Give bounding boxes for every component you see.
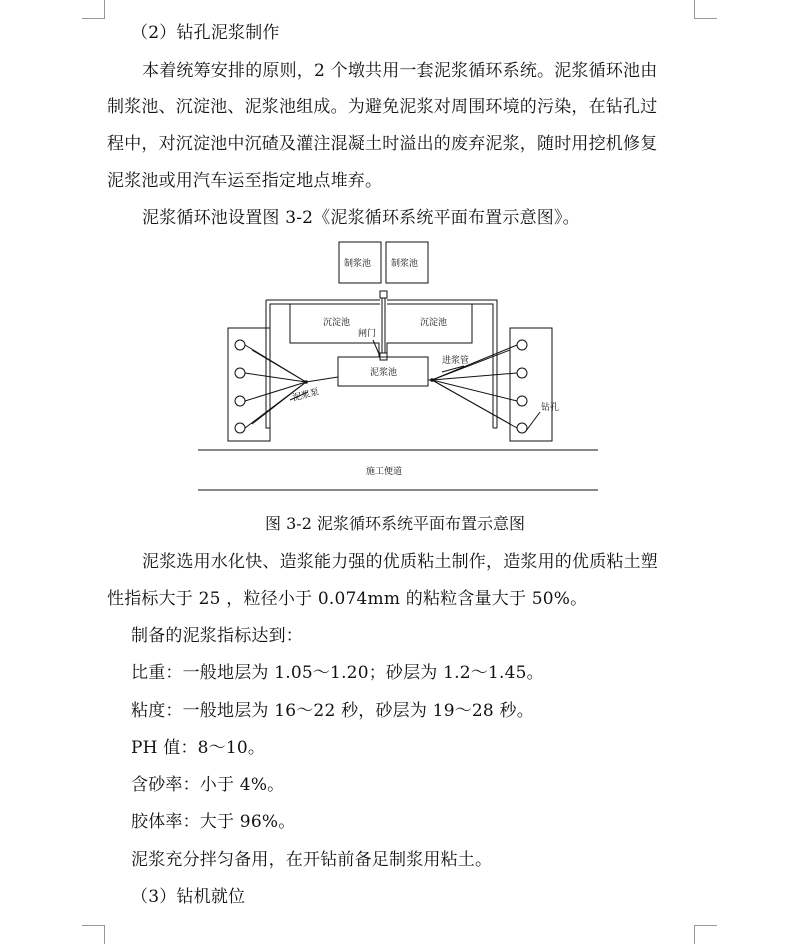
paragraph-line: 粘度：一般地层为 16～22 秒，砂层为 19～28 秒。: [131, 701, 534, 721]
section-heading: （3）钻机就位: [131, 887, 246, 907]
drill-platform-left: [228, 328, 270, 441]
paragraph-line: 程中，对沉淀池中沉碴及灌注混凝土时溢出的废弃泥浆，随时用挖机修复: [107, 134, 658, 154]
page-corner-mark-bottom-left: [82, 925, 105, 944]
page-corner-mark-bottom-right: [694, 925, 717, 944]
page-corner-mark-top-right: [694, 0, 717, 19]
drill-hole-label: 钻孔: [541, 403, 560, 413]
mix-pool-right-label: 制浆池: [391, 259, 419, 269]
paragraph-line: 制备的泥浆指标达到：: [131, 626, 303, 646]
paragraph-line: 本着统筹安排的原则，2 个墩共用一套泥浆循环系统。泥浆循环池由: [142, 61, 658, 81]
paragraph-line: 性指标大于 25 ，粒径小于 0.074mm 的粘粒含量大于 50%。: [107, 589, 588, 609]
settle-pool-left-label: 沉淀池: [323, 318, 351, 328]
paragraph-line: 泥浆循环池设置图 3-2《泥浆循环系统平面布置示意图》。: [142, 208, 580, 228]
page-corner-mark-top-left: [82, 0, 105, 19]
mix-pool-left-label: 制浆池: [344, 259, 372, 269]
feed-pipe-label: 进浆管: [442, 356, 470, 366]
paragraph-line: 比重：一般地层为 1.05～1.20；砂层为 1.2～1.45。: [131, 663, 544, 683]
paragraph-line: 泥浆充分拌匀备用，在开钻前备足制浆用粘土。: [131, 850, 493, 870]
paragraph-line: 泥浆池或用汽车运至指定地点堆弃。: [107, 171, 383, 191]
mud-pump-label: 泥浆泵: [291, 387, 321, 404]
paragraph-line: 制浆池、沉淀池、泥浆池组成。为避免泥浆对周围环境的污染，在钻孔过: [107, 97, 658, 117]
road-label: 施工便道: [366, 467, 403, 477]
settle-pool-right-label: 沉淀池: [420, 318, 448, 328]
paragraph-line: 含砂率：小于 4%。: [131, 775, 285, 795]
gate-label: 闸门: [358, 329, 377, 339]
section-heading: （2）钻孔泥浆制作: [131, 23, 280, 43]
mud-circulation-diagram: [180, 232, 610, 497]
mud-pool-label: 泥浆池: [370, 368, 398, 378]
figure-caption: 图 3-2 泥浆循环系统平面布置示意图: [265, 514, 525, 533]
paragraph-line: PH 值：8～10。: [131, 738, 266, 758]
paragraph-line: 泥浆选用水化快、造浆能力强的优质粘土制作，造浆用的优质粘土塑: [142, 552, 658, 572]
paragraph-line: 胶体率：大于 96%。: [131, 812, 296, 832]
